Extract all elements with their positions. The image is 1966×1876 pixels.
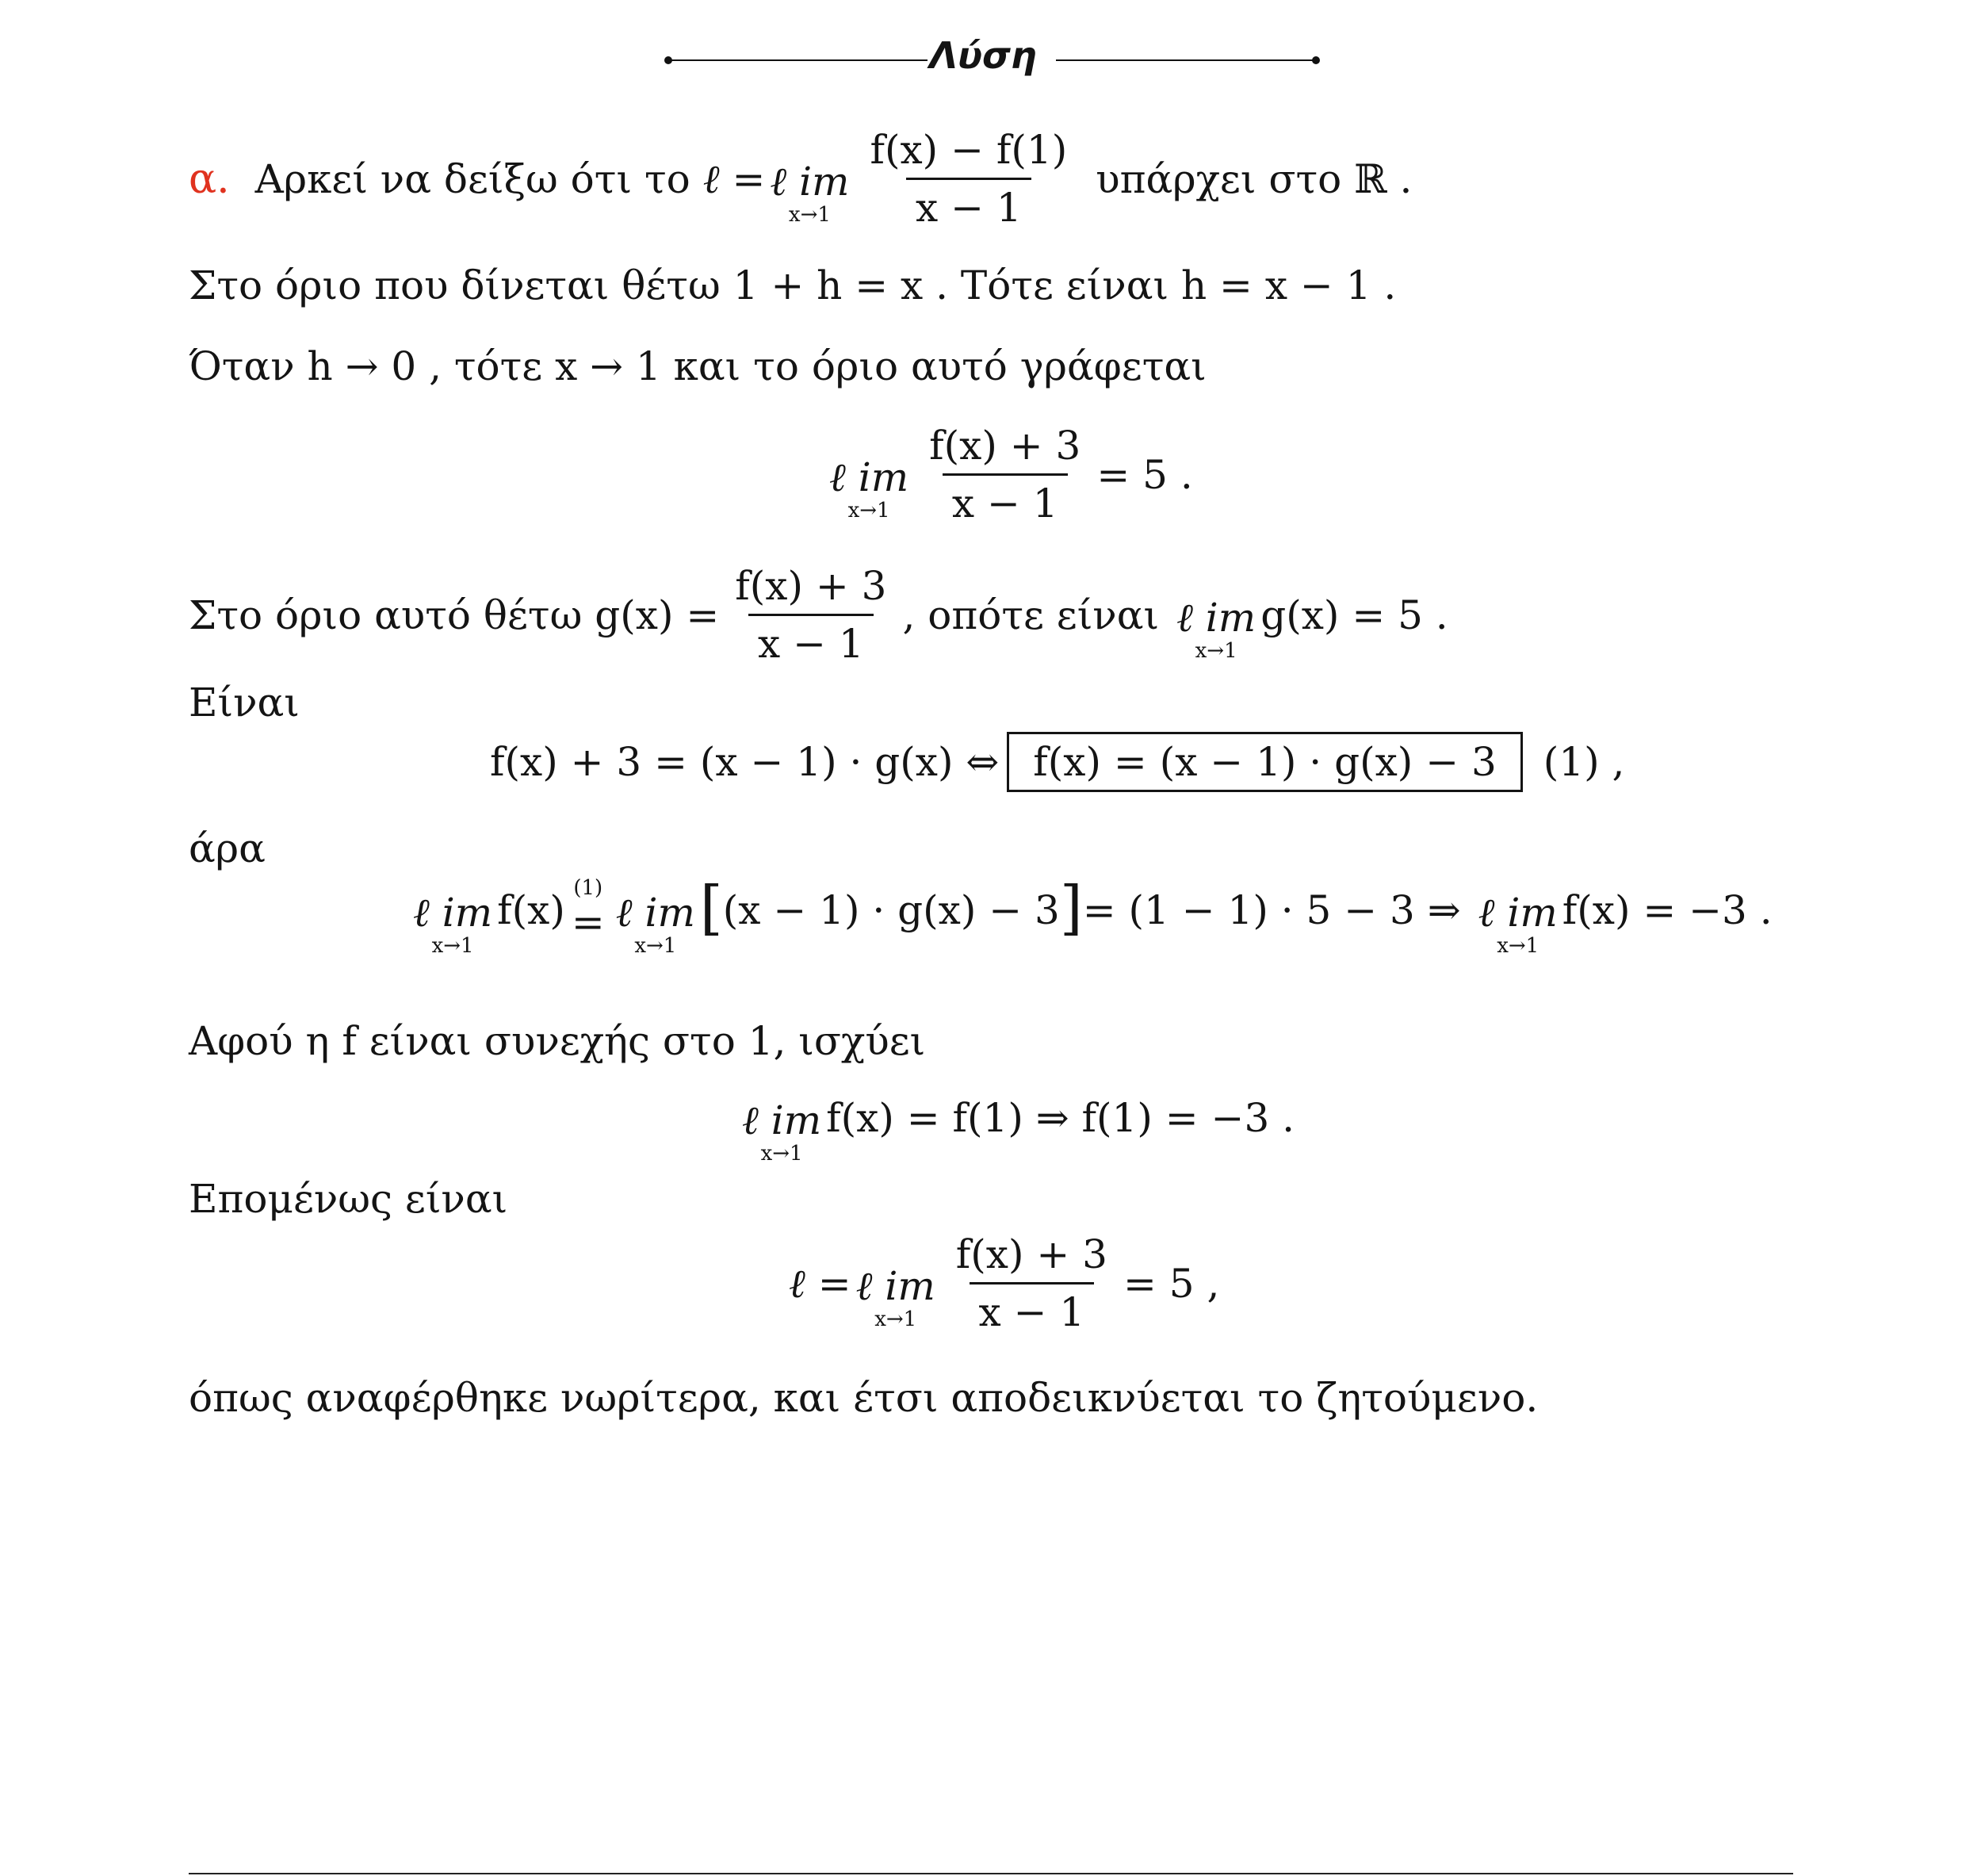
difference-quotient: $\frac{f(x) - f(1)}{x - 1}$ (870, 127, 1068, 231)
header-rule-right (1056, 59, 1315, 61)
section-title: Λύση (929, 34, 1037, 77)
fraction: $\frac{f(x) + 3}{x - 1}$ (955, 1231, 1107, 1335)
fraction: $\frac{f(x) + 3}{x - 1}$ (929, 423, 1081, 526)
equation-tag: (1) , (1543, 739, 1625, 785)
conclusion-line: όπως αναφέρθηκε νωρίτερα, και έτσι αποδεικνύεται το ζητούμενο. (189, 1375, 1539, 1421)
eq3-part3: f(x) = −3 . (1562, 887, 1773, 933)
equation-left: f(x) + 3 = (x − 1) · g(x) ⇔ (490, 739, 1000, 785)
equation-limit-f (408, 874, 1773, 958)
limit-operator: ℓ im x→1 (615, 890, 695, 958)
define-g-text: Στο όριο αυτό θέτω g(x) = (189, 592, 720, 638)
eq4-tail: f(x) = f(1) ⇒ f(1) = −3 . (826, 1095, 1295, 1141)
limit-rewrite-line: Όταν h → 0 , τότε x → 1 και το όριο αυτό γράφεται (189, 343, 1207, 389)
header-rule-right-dot (1312, 56, 1320, 64)
substitution-line: Στο όριο που δίνεται θέτω 1 + h = x . Τότε είναι h = x − 1 . (189, 262, 1397, 308)
eq5-tail: = 5 , (1123, 1260, 1220, 1307)
limit-operator: ℓ im x→1 (770, 158, 850, 227)
limit-operator: ℓ im x→1 (413, 890, 493, 958)
limit-operator: ℓ im x→1 (855, 1262, 935, 1331)
limit-operator: ℓ im x→1 (742, 1097, 822, 1166)
open-bracket: [ (699, 874, 723, 942)
equation-limit-5 (824, 423, 1193, 526)
define-g-line (189, 563, 1448, 667)
eq3-part1: f(x) (497, 887, 565, 933)
continuity-line: Αφού η f είναι συνεχής στο 1, ισχύει (189, 1018, 926, 1064)
line-ara: άρα (189, 825, 266, 871)
part-a-tail: υπάρχει στο ℝ . (1096, 155, 1413, 202)
define-g-mid: , οπότε είναι (902, 592, 1160, 638)
ell-symbol: ℓ = (702, 155, 766, 202)
close-bracket: ] (1059, 874, 1083, 942)
therefore-line: Επομένως είναι (189, 1176, 508, 1222)
labeled-equals: (1) = (571, 876, 605, 945)
part-a-statement (189, 127, 1412, 231)
equation-continuity (737, 1085, 1295, 1166)
define-g-tail: g(x) = 5 . (1260, 592, 1448, 638)
part-marker: α. (189, 155, 230, 203)
equation-final (789, 1231, 1219, 1335)
line-einai: Είναι (189, 680, 300, 726)
equation-tail: = 5 . (1096, 451, 1193, 498)
limit-operator: ℓ im x→1 (1176, 594, 1256, 663)
equation-1 (490, 732, 1624, 792)
eq3-part2: = (1 − 1) · 5 − 3 ⇒ (1082, 887, 1461, 933)
limit-operator: ℓ im x→1 (829, 454, 909, 523)
limit-operator: ℓ im x→1 (1478, 890, 1558, 958)
footer-rule (189, 1873, 1793, 1874)
fraction: $\frac{f(x) + 3}{x - 1}$ (735, 563, 887, 667)
part-a-text: Αρκεί να δείξω ότι το (254, 155, 690, 202)
boxed-result: f(x) = (x − 1) · g(x) − 3 (1007, 732, 1523, 792)
header-rule-left (668, 59, 928, 61)
eq3-inner: (x − 1) · g(x) − 3 (722, 887, 1060, 933)
ell-symbol: ℓ = (789, 1260, 851, 1307)
